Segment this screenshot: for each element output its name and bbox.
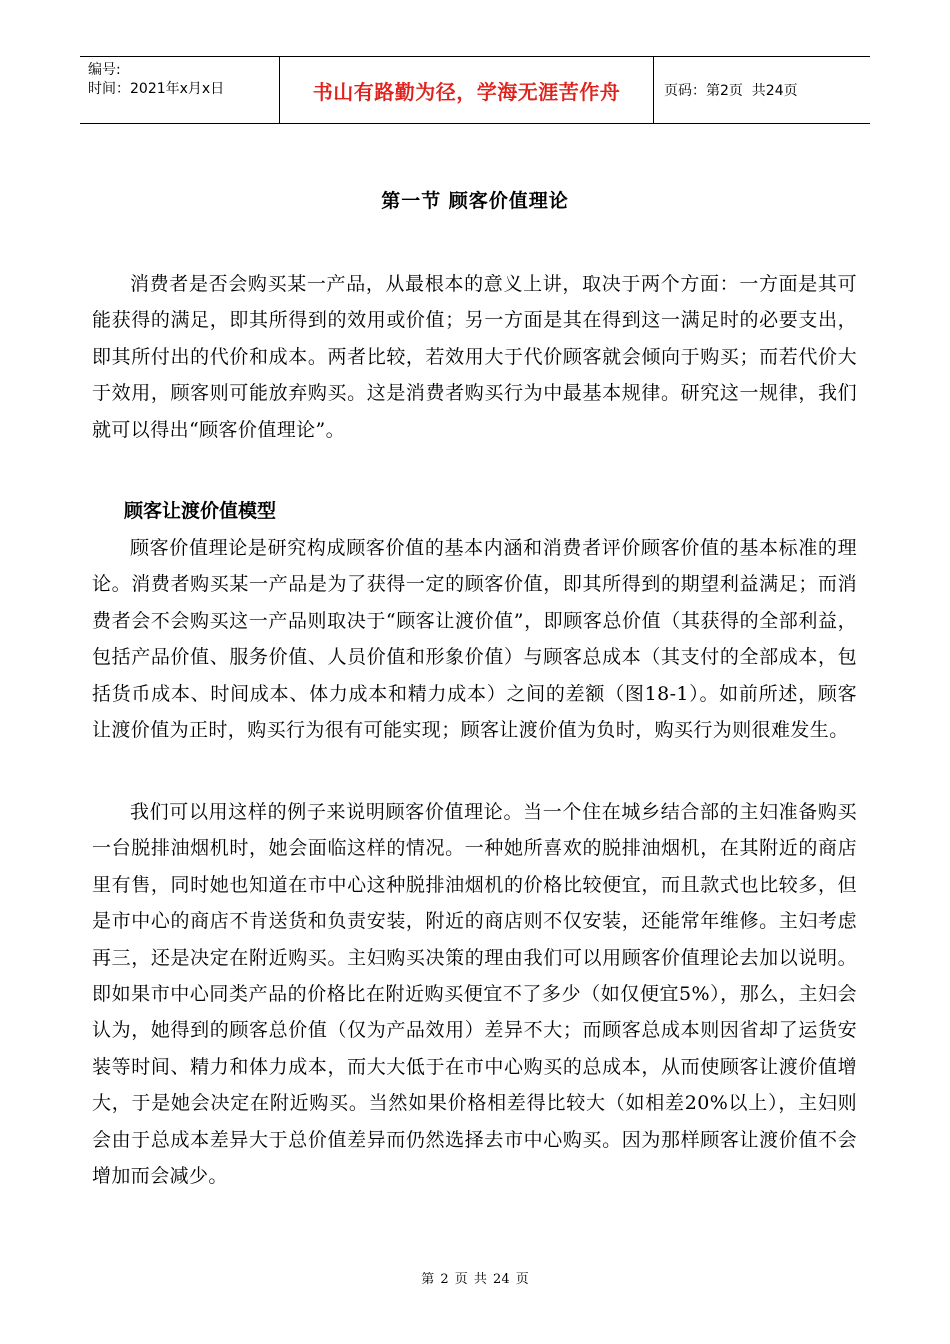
document-number-label: 编号: — [88, 62, 121, 78]
header-page-cell — [654, 57, 870, 123]
page-header — [80, 56, 870, 124]
body-paragraph-2: 顾客价值理论是研究构成顾客价值的基本内涵和消费者评价顾客价值的基本标准的理论。消费者购买某一产品是为了获得一定的顾客价值，即其所得到的期望利益满足；而消费者会不会购买这一产品则取决于“顾客让渡价值”，即顾客总价值（其获得的全部利益，包括产品价值、服务价值、人员价值和形象价值）与顾客总成本（其支付的全部成本，包括货币成本、时间成本、体力成本和精力成本）之间的差额（图18-1）。如前所述，顾客让渡价值为正时，购买行为很有可能实现；顾客让渡价值为负时，购买行为则很难发生。 — [92, 537, 857, 742]
body-paragraph-1: 消费者是否会购买某一产品，从最根本的意义上讲，取决于两个方面：一方面是其可能获得的满足，即其所得到的效用或价值；另一方面是其在得到这一满足时的必要支出，即其所付出的代价和成本。两者比较，若效用大于代价顾客就会倾向于购买；而若代价大于效用，顾客则可能放弃购买。这是消费者购买行为中最基本规律。研究这一规律，我们就可以得出“顾客价值理论”。 — [92, 273, 857, 441]
header-page-info: 页码：第2页 共24页 — [664, 83, 798, 99]
body-paragraph-3: 我们可以用这样的例子来说明顾客价值理论。当一个住在城乡结合部的主妇准备购买一台脱排油烟机时，她会面临这样的情况。一种她所喜欢的脱排油烟机，在其附近的商店里有售，同时她也知道在市中心这种脱排油烟机的价格比较便宜，而且款式也比较多，但是市中心的商店不肯送货和负责安装，附近的商店则不仅安装，还能常年维修。主妇考虑再三，还是决定在附近购买。主妇购买决策的理由我们可以用顾客价值理论去加以说明。即如果市中心同类产品的价格比在附近购买便宜不了多少（如仅便宜5%），那么，主妇会认为，她得到的顾客总价值（仅为产品效用）差异不大；而顾客总成本则因省却了运货安装等时间、精力和体力成本，而大大低于在市中心购买的总成本，从而使顾客让渡价值增大，于是她会决定在附近购买。当然如果价格相差得比较大（如相差20%以上），主妇则会由于总成本差异大于总价值差异而仍然选择去市中心购买。因为那样顾客让渡价值不会增加而会减少。 — [92, 801, 857, 1188]
page-footer: 第 2 页 共 24 页 — [421, 1272, 529, 1287]
header-motto-cell — [280, 57, 654, 123]
document-time-label: 时间：2021年x月x日 — [88, 81, 225, 97]
subsection-title: 顾客让渡价值模型 — [124, 500, 277, 522]
header-motto: 书山有路勤为径，学海无涯苦作舟 — [312, 79, 621, 104]
header-meta-cell — [80, 57, 280, 123]
section-title: 第一节 顾客价值理论 — [381, 190, 569, 212]
